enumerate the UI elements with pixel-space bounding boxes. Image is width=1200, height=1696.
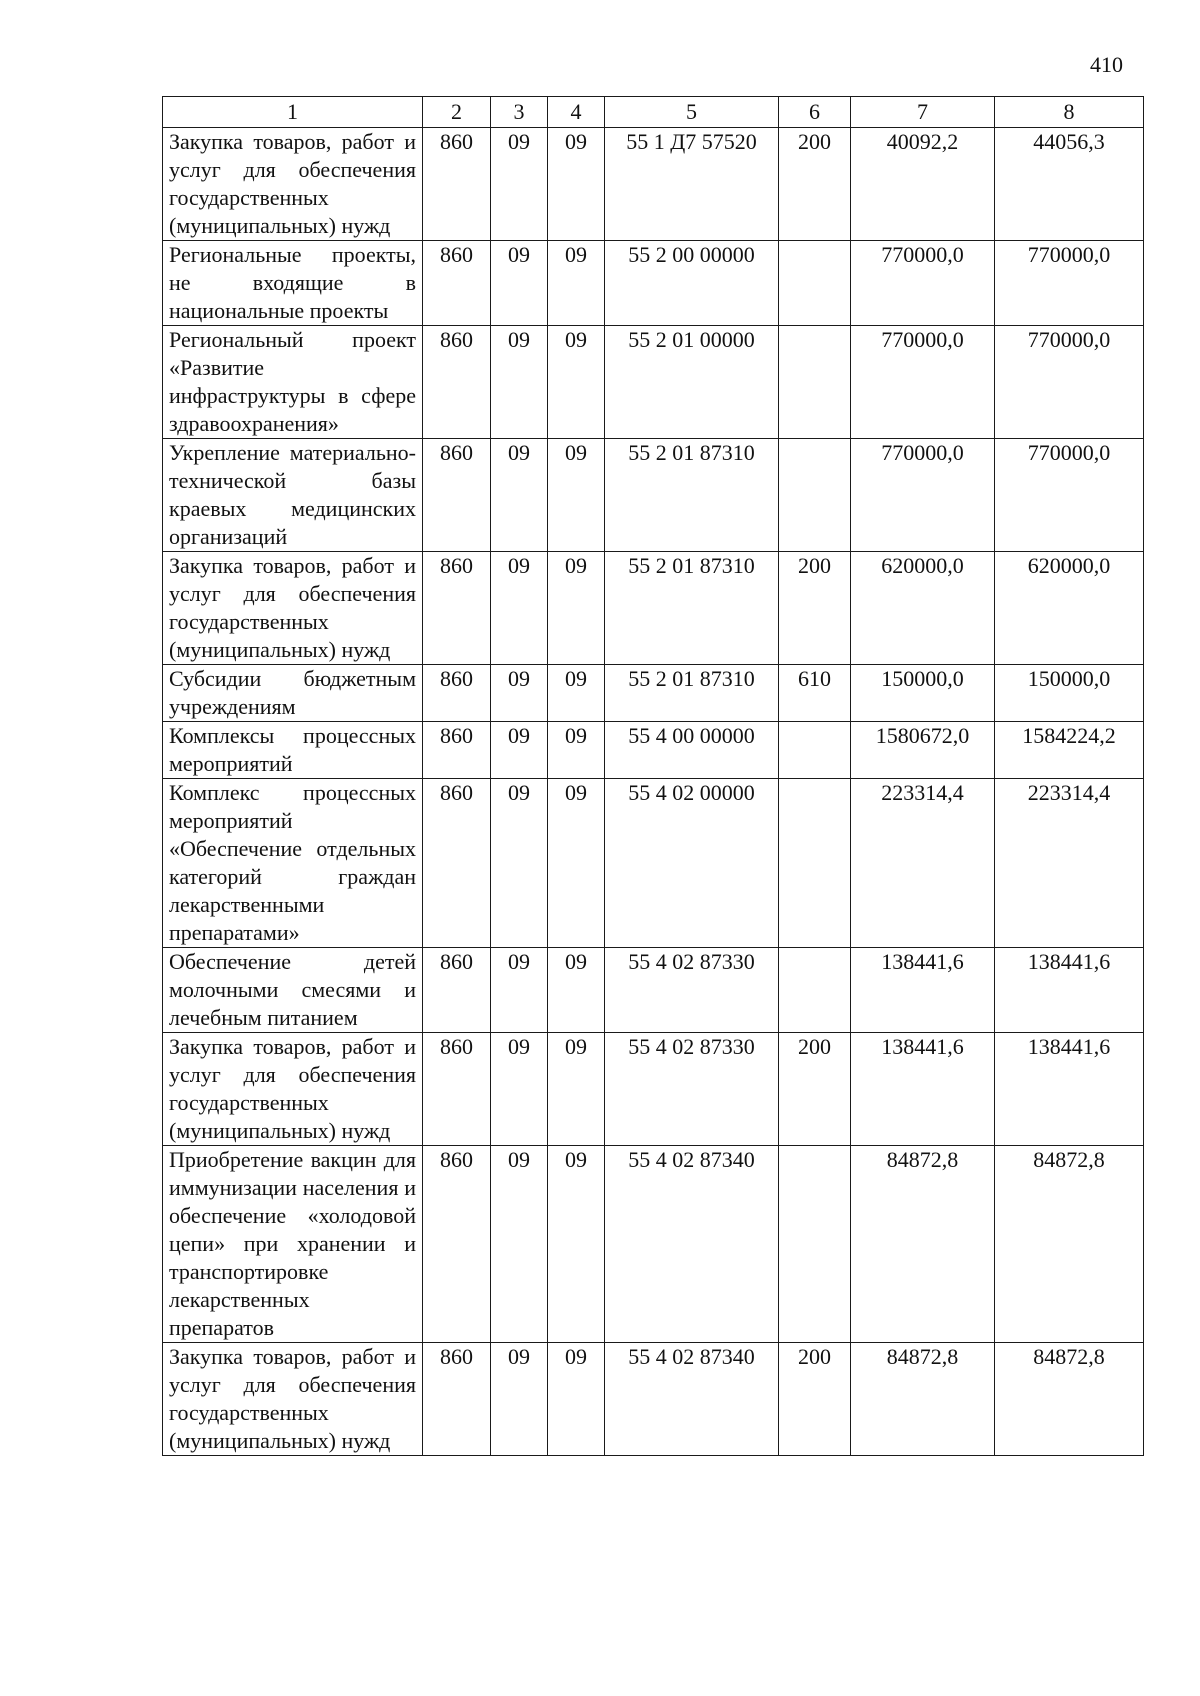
table-row <box>163 241 1144 326</box>
section-code: 09 <box>491 948 548 1033</box>
column-header: 7 <box>851 97 995 128</box>
amount-year-2: 138441,6 <box>995 1033 1144 1146</box>
table-row <box>163 1343 1144 1456</box>
amount-year-1: 138441,6 <box>851 1033 995 1146</box>
header-row <box>163 97 1144 128</box>
section-code: 09 <box>491 1146 548 1343</box>
subsection-code: 09 <box>548 128 605 241</box>
table-row <box>163 665 1144 722</box>
expense-type-code <box>779 1146 851 1343</box>
amount-year-1: 770000,0 <box>851 241 995 326</box>
ministry-code: 860 <box>423 552 491 665</box>
subsection-code: 09 <box>548 1343 605 1456</box>
amount-year-2: 770000,0 <box>995 439 1144 552</box>
section-code: 09 <box>491 722 548 779</box>
subsection-code: 09 <box>548 948 605 1033</box>
subsection-code: 09 <box>548 552 605 665</box>
amount-year-2: 620000,0 <box>995 552 1144 665</box>
target-article-code: 55 2 01 87310 <box>605 552 779 665</box>
amount-year-1: 770000,0 <box>851 326 995 439</box>
target-article-code: 55 2 01 87310 <box>605 665 779 722</box>
subsection-code: 09 <box>548 722 605 779</box>
table-row <box>163 552 1144 665</box>
item-name: Закупка товаров, работ и услуг для обеспечения государственных (муниципальных) нужд <box>163 552 423 665</box>
ministry-code: 860 <box>423 1146 491 1343</box>
section-code: 09 <box>491 552 548 665</box>
column-header: 3 <box>491 97 548 128</box>
expense-type-code <box>779 326 851 439</box>
expense-type-code <box>779 779 851 948</box>
section-code: 09 <box>491 439 548 552</box>
item-name: Приобретение вакцин для иммунизации населения и обеспечение «холодовой цепи» при хранении и транспортировке лекарственных препаратов <box>163 1146 423 1343</box>
ministry-code: 860 <box>423 948 491 1033</box>
item-name: Субсидии бюджетным учреждениям <box>163 665 423 722</box>
amount-year-1: 150000,0 <box>851 665 995 722</box>
table-row <box>163 439 1144 552</box>
page-number: 410 <box>1090 52 1123 77</box>
ministry-code: 860 <box>423 1033 491 1146</box>
expense-type-code <box>779 241 851 326</box>
amount-year-2: 223314,4 <box>995 779 1144 948</box>
expense-type-code <box>779 948 851 1033</box>
section-code: 09 <box>491 241 548 326</box>
expense-type-code <box>779 722 851 779</box>
amount-year-2: 138441,6 <box>995 948 1144 1033</box>
ministry-code: 860 <box>423 241 491 326</box>
amount-year-2: 1584224,2 <box>995 722 1144 779</box>
target-article-code: 55 4 02 00000 <box>605 779 779 948</box>
amount-year-2: 84872,8 <box>995 1146 1144 1343</box>
subsection-code: 09 <box>548 1033 605 1146</box>
table-row <box>163 1146 1144 1343</box>
expense-type-code <box>779 439 851 552</box>
ministry-code: 860 <box>423 722 491 779</box>
amount-year-2: 44056,3 <box>995 128 1144 241</box>
item-name: Региональный проект «Развитие инфраструктуры в сфере здравоохранения» <box>163 326 423 439</box>
target-article-code: 55 4 02 87340 <box>605 1146 779 1343</box>
amount-year-2: 770000,0 <box>995 241 1144 326</box>
item-name: Региональные проекты, не входящие в национальные проекты <box>163 241 423 326</box>
item-name: Закупка товаров, работ и услуг для обеспечения государственных (муниципальных) нужд <box>163 1033 423 1146</box>
expense-type-code: 200 <box>779 128 851 241</box>
table-row <box>163 1033 1144 1146</box>
table-row <box>163 779 1144 948</box>
ministry-code: 860 <box>423 665 491 722</box>
target-article-code: 55 2 00 00000 <box>605 241 779 326</box>
expense-type-code: 200 <box>779 1033 851 1146</box>
section-code: 09 <box>491 1033 548 1146</box>
section-code: 09 <box>491 665 548 722</box>
amount-year-1: 40092,2 <box>851 128 995 241</box>
ministry-code: 860 <box>423 1343 491 1456</box>
column-header: 4 <box>548 97 605 128</box>
amount-year-1: 620000,0 <box>851 552 995 665</box>
section-code: 09 <box>491 128 548 241</box>
target-article-code: 55 4 02 87340 <box>605 1343 779 1456</box>
target-article-code: 55 4 02 87330 <box>605 948 779 1033</box>
item-name: Комплексы процессных мероприятий <box>163 722 423 779</box>
column-header: 8 <box>995 97 1144 128</box>
table-row <box>163 326 1144 439</box>
target-article-code: 55 2 01 00000 <box>605 326 779 439</box>
amount-year-1: 770000,0 <box>851 439 995 552</box>
item-name: Закупка товаров, работ и услуг для обеспечения государственных (муниципальных) нужд <box>163 128 423 241</box>
target-article-code: 55 2 01 87310 <box>605 439 779 552</box>
amount-year-1: 1580672,0 <box>851 722 995 779</box>
column-header: 5 <box>605 97 779 128</box>
section-code: 09 <box>491 1343 548 1456</box>
column-header: 6 <box>779 97 851 128</box>
amount-year-1: 84872,8 <box>851 1343 995 1456</box>
amount-year-1: 223314,4 <box>851 779 995 948</box>
target-article-code: 55 4 00 00000 <box>605 722 779 779</box>
table-row <box>163 948 1144 1033</box>
subsection-code: 09 <box>548 241 605 326</box>
expense-type-code: 200 <box>779 552 851 665</box>
expense-type-code: 610 <box>779 665 851 722</box>
ministry-code: 860 <box>423 439 491 552</box>
item-name: Закупка товаров, работ и услуг для обеспечения государственных (муниципальных) нужд <box>163 1343 423 1456</box>
amount-year-2: 150000,0 <box>995 665 1144 722</box>
amount-year-1: 84872,8 <box>851 1146 995 1343</box>
item-name: Обеспечение детей молочными смесями и лечебным питанием <box>163 948 423 1033</box>
budget-table <box>162 96 1144 1456</box>
subsection-code: 09 <box>548 1146 605 1343</box>
column-header: 1 <box>163 97 423 128</box>
target-article-code: 55 4 02 87330 <box>605 1033 779 1146</box>
section-code: 09 <box>491 779 548 948</box>
amount-year-1: 138441,6 <box>851 948 995 1033</box>
ministry-code: 860 <box>423 326 491 439</box>
amount-year-2: 770000,0 <box>995 326 1144 439</box>
amount-year-2: 84872,8 <box>995 1343 1144 1456</box>
item-name: Укрепление материально-технической базы краевых медицинских организаций <box>163 439 423 552</box>
section-code: 09 <box>491 326 548 439</box>
subsection-code: 09 <box>548 779 605 948</box>
table-row <box>163 128 1144 241</box>
subsection-code: 09 <box>548 665 605 722</box>
item-name: Комплекс процессных мероприятий «Обеспечение отдельных категорий граждан лекарственными препаратами» <box>163 779 423 948</box>
ministry-code: 860 <box>423 779 491 948</box>
table-row <box>163 722 1144 779</box>
expense-type-code: 200 <box>779 1343 851 1456</box>
ministry-code: 860 <box>423 128 491 241</box>
subsection-code: 09 <box>548 326 605 439</box>
target-article-code: 55 1 Д7 57520 <box>605 128 779 241</box>
subsection-code: 09 <box>548 439 605 552</box>
column-header: 2 <box>423 97 491 128</box>
